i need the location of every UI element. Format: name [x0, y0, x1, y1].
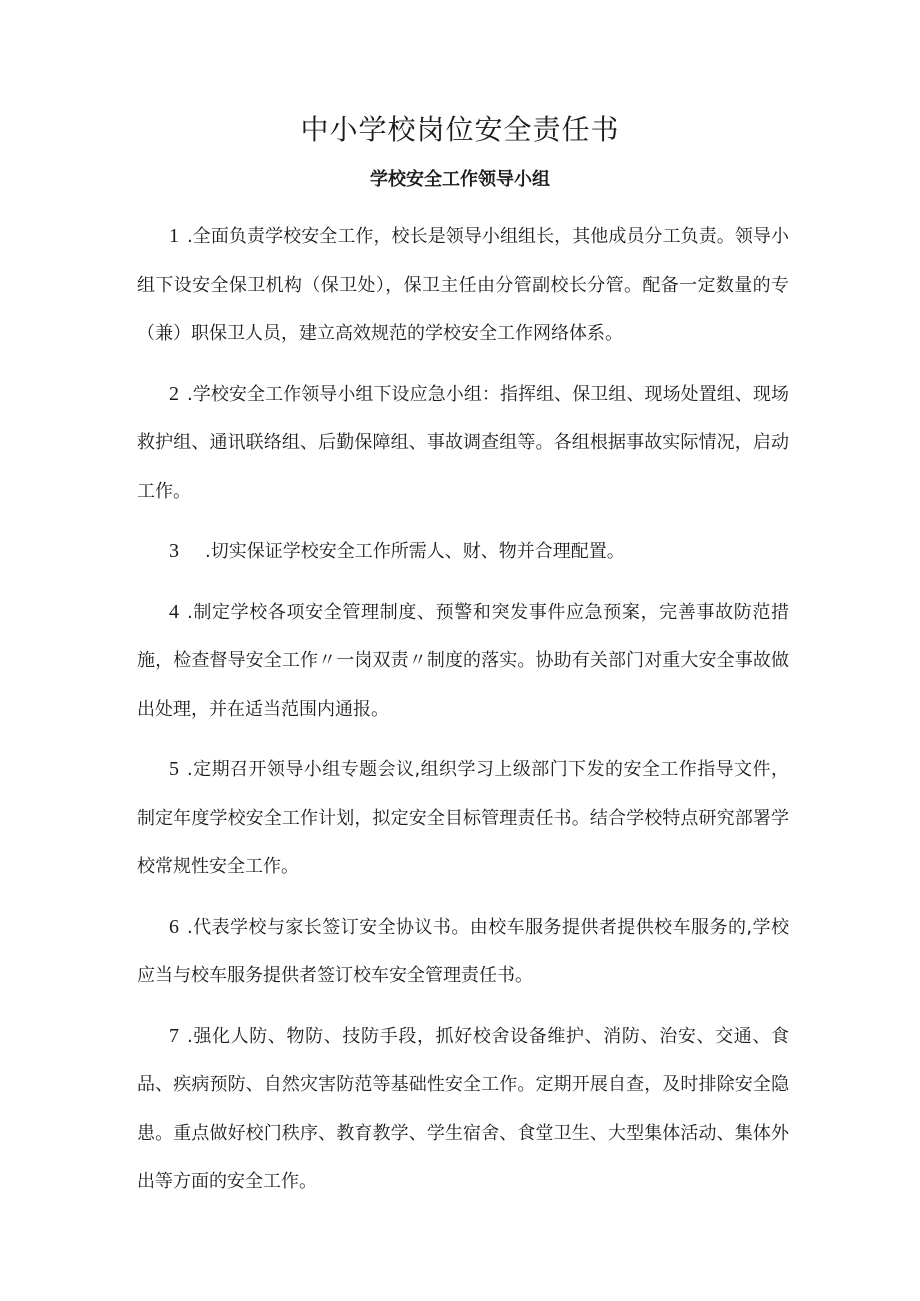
- paragraph-number: 1: [169, 225, 179, 247]
- paragraph-number: 7: [169, 1024, 179, 1047]
- paragraph-number: 6: [169, 915, 179, 938]
- paragraph-text: .切实保证学校安全工作所需人、财、物并合理配置。: [205, 541, 625, 562]
- paragraph-3: [137, 527, 789, 577]
- paragraph-text: .制定学校各项安全管理制度、预警和突发事件应急预案，完善事故防范措施，检查督导安全工作〃一岗双责〃制度的落实。协助有关部门对重大安全事故做出处理，并在适当范围内通报。: [137, 601, 789, 720]
- paragraph-text: .强化人防、物防、技防手段，抓好校舍设备维护、消防、治安、交通、食品、疾病预防、自然灾害防范等基础性安全工作。定期开展自查，及时排除安全隐患。重点做好校门秩序、教育教学、学生宿舍、食堂卫生、大型集体活动、集体外出等方面的安全工作。: [137, 1025, 789, 1192]
- paragraph-text: .学校安全工作领导小组下设应急小组：指挥组、保卫组、现场处置组、现场救护组、通讯联络组、后勤保障组、事故调查组等。各组根据事故实际情况，启动工作。: [137, 383, 789, 502]
- paragraph-text: .定期召开领导小组专题会议,组织学习上级部门下发的安全工作指导文件，制定年度学校安全工作计划，拟定安全目标管理责任书。结合学校特点研究部署学校常规性安全工作。: [137, 759, 789, 877]
- paragraph-text: .代表学校与家长签订安全协议书。由校车服务提供者提供校车服务的,学校应当与校车服务提供者签订校车安全管理责任书。: [137, 916, 789, 986]
- paragraph-number: 4: [169, 600, 179, 623]
- document-title: 中小学校岗位安全责任书: [300, 113, 620, 146]
- paragraph-2: [137, 370, 789, 517]
- paragraph-5: [137, 745, 789, 892]
- paragraph-1: [137, 212, 789, 359]
- document-subtitle: 学校安全工作领导小组: [370, 169, 550, 190]
- paragraph-4: [137, 588, 789, 735]
- paragraph-6: [137, 903, 789, 1001]
- paragraph-7: [137, 1012, 789, 1207]
- paragraph-number: 2: [169, 382, 179, 405]
- document-body: [137, 212, 789, 1218]
- paragraph-number: 5: [169, 758, 179, 780]
- paragraph-text: .全面负责学校安全工作，校长是领导小组组长，其他成员分工负责。领导小组下设安全保卫机构（保卫处），保卫主任由分管副校长分管。配备一定数量的专（兼）职保卫人员，建立高效规范的学校安全工作网络体系。: [137, 226, 789, 344]
- paragraph-number: 3: [169, 540, 179, 562]
